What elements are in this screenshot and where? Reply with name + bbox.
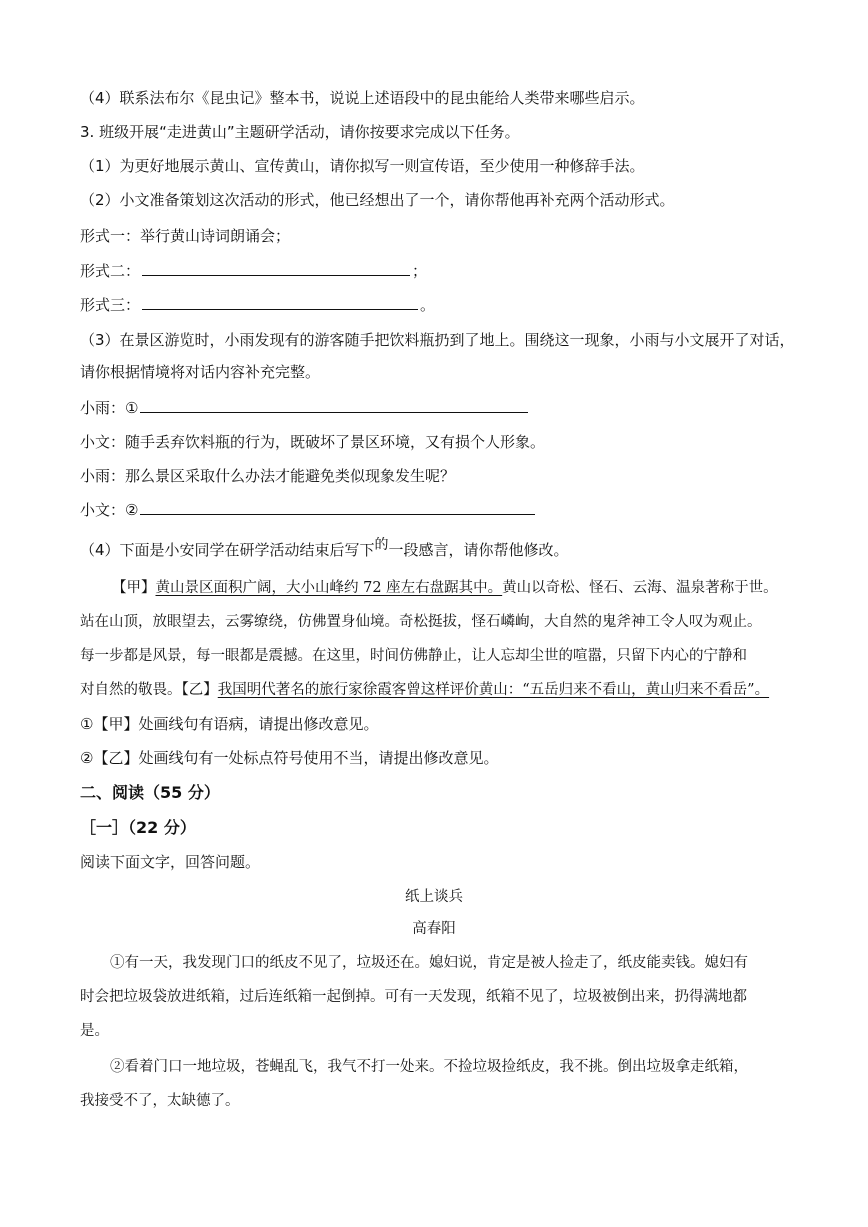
article-para-1-line-2: 时会把垃圾袋放进纸箱，过后连纸箱一起倒掉。可有一天发现，纸箱不见了，垃圾被倒出来，扔得满地都	[80, 989, 747, 1005]
question-3-4-text-a: （4）下面是小安同学在研学活动结束后写下	[80, 541, 375, 559]
dialogue-1-blank[interactable]	[140, 398, 528, 413]
passage-yi-underlined: 我国明代著名的旅行家徐霞客曾这样评价黄山：“五岳归来不看山，黄山归来不看岳”。	[217, 682, 770, 698]
form-3-end: 。	[420, 296, 436, 314]
form-2-label: 形式二：	[80, 262, 141, 280]
sub-question-2: ②【乙】处画线句有一处标点符号使用不当，请提出修改意见。	[80, 749, 499, 767]
article-para-1-line-3: 是。	[80, 1023, 109, 1039]
article-title: 纸上谈兵	[405, 889, 463, 905]
form-2-end: ；	[412, 262, 428, 280]
dialogue-4	[80, 500, 537, 520]
article-para-2-line-2: 我接受不了，太缺德了。	[80, 1093, 240, 1109]
passage-line-2: 站在山顶，放眼望去，云雾缭绕，仿佛置身仙境。奇松挺拔，怪石嶙峋，大自然的鬼斧神工令人叹为观止。	[80, 614, 762, 630]
question-3-4	[80, 537, 569, 561]
dialogue-2: 小文：随手丢弃饮料瓶的行为，既破坏了景区环境，又有损个人形象。	[80, 433, 546, 451]
question-4-kunchong: （4）联系法布尔《昆虫记》整本书，说说上述语段中的昆虫能给人类带来哪些启示。	[80, 89, 645, 107]
dialogue-1	[80, 398, 530, 418]
form-3-blank[interactable]	[142, 295, 418, 310]
passage-yi-tag: 【乙】	[181, 682, 218, 698]
section-2-1-heading: ［一］（22 分）	[80, 818, 196, 837]
passage-line-3: 每一步都是风景，每一眼都是震撼。在这里，时间仿佛静止，让人忘却尘世的喧嚣，只留下内心的宁静和	[80, 648, 747, 664]
question-3-4-text-b: 一段感言，请你帮他修改。	[388, 541, 569, 559]
article-author: 高春阳	[412, 921, 456, 937]
dialogue-1-label: 小雨：①	[80, 399, 139, 417]
passage-line-1	[112, 578, 778, 598]
passage-jia-tag: 【甲】	[112, 580, 156, 596]
passage-jia-underlined: 黄山景区面积广阔，大小山峰约 72 座左右盘踞其中。	[155, 580, 503, 596]
sub-question-1: ①【甲】处画线句有语病，请提出修改意见。	[80, 715, 379, 733]
form-2	[80, 261, 427, 281]
passage-line-4	[80, 680, 769, 700]
question-3-4-de: 的	[374, 537, 389, 553]
section-2-heading: 二、阅读（55 分）	[80, 783, 220, 802]
reading-instruction: 阅读下面文字，回答问题。	[80, 853, 261, 871]
passage-jia-rest: 黄山以奇松、怪石、云海、温泉著称于世。	[502, 580, 778, 596]
article-para-2-line-1: ②看着门口一地垃圾，苍蝇乱飞，我气不打一处来。不捡垃圾捡纸皮，我不挑。倒出垃圾拿走纸箱，	[110, 1059, 748, 1075]
form-1: 形式一：举行黄山诗词朗诵会；	[80, 227, 291, 245]
form-3-label: 形式三：	[80, 296, 141, 314]
dialogue-4-label: 小文：②	[80, 501, 139, 519]
passage-line-4-start: 对自然的敬畏。	[80, 682, 182, 698]
form-3	[80, 295, 435, 315]
question-3-3-line-1: （3）在景区游览时，小雨发现有的游客随手把饮料瓶扔到了地上。围绕这一现象，小雨与小文展开了对话，	[80, 331, 795, 349]
question-3-title: 3. 班级开展“走进黄山”主题研学活动，请你按要求完成以下任务。	[80, 123, 520, 141]
question-3-1: （1）为更好地展示黄山、宣传黄山，请你拟写一则宣传语，至少使用一种修辞手法。	[80, 157, 645, 175]
dialogue-3: 小雨：那么景区采取什么办法才能避免类似现象发生呢？	[80, 467, 456, 485]
question-3-3-line-2: 请你根据情境将对话内容补充完整。	[80, 363, 321, 381]
question-3-2: （2）小文准备策划这次活动的形式，他已经想出了一个，请你帮他再补充两个活动形式。	[80, 191, 675, 209]
article-para-1-line-1: ①有一天，我发现门口的纸皮不见了，垃圾还在。媳妇说，肯定是被人捡走了，纸皮能卖钱。媳妇有	[110, 955, 748, 971]
dialogue-4-blank[interactable]	[140, 500, 535, 515]
form-2-blank[interactable]	[142, 261, 410, 276]
